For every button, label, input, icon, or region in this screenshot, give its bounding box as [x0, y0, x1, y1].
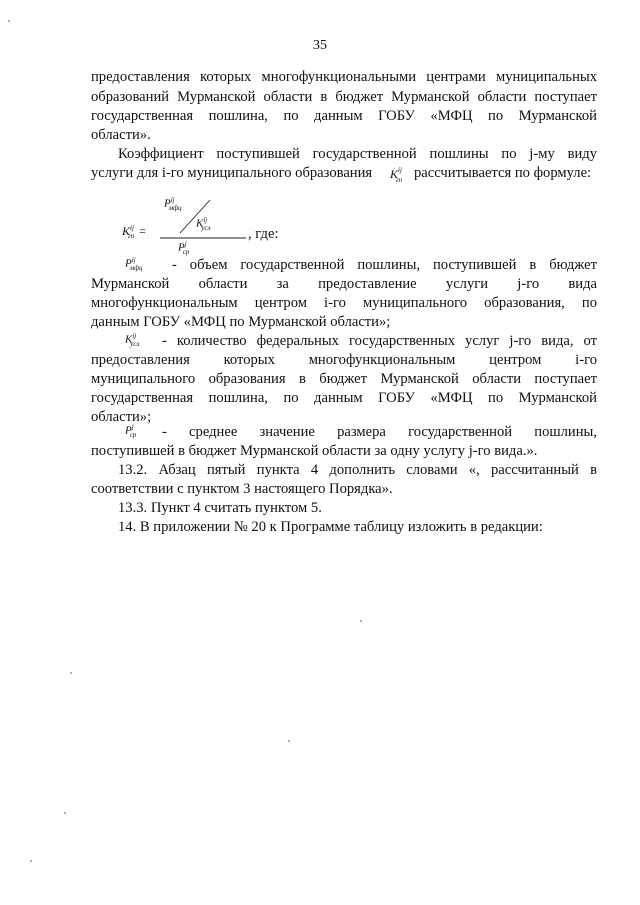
formula-numerator-top: $P^{ij}_{мфц}$ — [164, 196, 182, 212]
k-gp-symbol: $K^{ij}_{гп}$ — [390, 166, 403, 184]
text-line: - объем государственной пошлины, поступившей в бюджет — [172, 257, 597, 273]
text-line: предоставления которых многофункциональным центром i-го — [91, 352, 597, 368]
text-line: государственная пошлина, по данным ГОБУ «МФЦ по Мурманской — [91, 390, 597, 406]
text-line: области». — [91, 127, 151, 143]
formula-numerator-bottom: $K^{ij}_{усл}$ — [196, 216, 211, 232]
formula-lhs: $K^{ij}_{гп}$ = — [122, 224, 146, 241]
text-line: 13.3. Пункт 4 считать пунктом 5. — [118, 500, 322, 516]
text-line: 13.2. Абзац пятый пункта 4 дополнить словами «, рассчитанный в — [118, 462, 597, 478]
scan-speck — [288, 740, 290, 742]
text-line: 14. В приложении № 20 к Программе таблицу изложить в редакции: — [118, 519, 543, 535]
p-sr-symbol: $P^j_{ср}$ — [125, 423, 137, 439]
text-line: Коэффициент поступившей государственной пошлины по j-му виду — [118, 146, 597, 162]
page-number: 35 — [313, 38, 327, 53]
scan-speck — [360, 620, 362, 622]
scan-speck — [30, 860, 32, 862]
text-line: - количество федеральных государственных услуг j-го вида, от — [162, 333, 597, 349]
text-line: рассчитывается по формуле: — [414, 165, 592, 181]
p-mfc-symbol: $P^{ij}_{мфц}$ — [125, 256, 143, 272]
k-usl-symbol: $K^{ij}_{усл}$ — [125, 332, 140, 348]
text-line: многофункциональным центром i-го муниципального образования, по — [91, 295, 597, 311]
scan-speck — [70, 672, 72, 674]
formula-suffix: , где: — [248, 226, 279, 242]
text-line: услуги для i-го муниципального образования — [91, 165, 373, 181]
text-line: предоставления которых многофункциональными центрами муниципальных — [91, 69, 597, 85]
text-line: Мурманской области за предоставление услуги j-го вида — [91, 276, 597, 292]
text-line: соответствии с пунктом 3 настоящего Порядка». — [91, 481, 393, 497]
text-line: поступившей в бюджет Мурманской области за одну услугу j-го вида.». — [91, 443, 538, 459]
scan-speck — [64, 812, 66, 814]
text-line: муниципального образования в бюджет Мурманской области поступает — [91, 371, 597, 387]
text-line: образований Мурманской области в бюджет Мурманской области поступает — [91, 89, 597, 105]
formula-denominator: $P^j_{ср}$ — [178, 240, 190, 256]
text-line: области»; — [91, 409, 152, 425]
text-line: государственная пошлина, по данным ГОБУ «МФЦ по Мурманской — [91, 108, 597, 124]
text-line: - среднее значение размера государственной пошлины, — [162, 424, 597, 440]
text-line: данным ГОБУ «МФЦ по Мурманской области»; — [91, 314, 391, 330]
scan-speck — [8, 20, 10, 22]
